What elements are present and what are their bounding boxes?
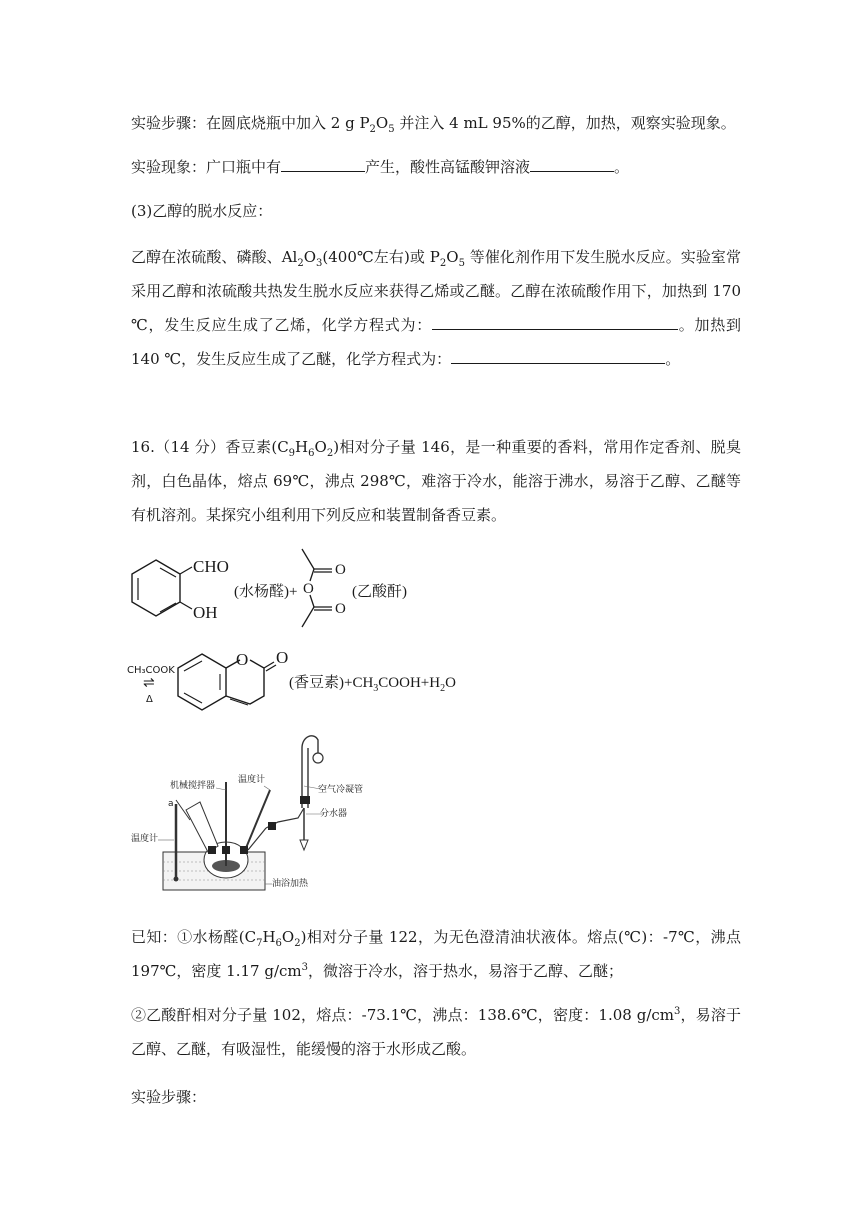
funnel-a-label: a: [168, 799, 174, 809]
text: 16.（14 分）香豆素(C: [131, 438, 289, 456]
text: COOH+H: [378, 675, 441, 691]
text: (香豆素)+CH: [289, 675, 374, 691]
text: O: [281, 928, 295, 946]
subscript: 2: [440, 683, 446, 694]
air-condenser-label: 空气冷凝管: [318, 785, 364, 795]
text: 等催化剂作用下发生脱水反应。实验室常采用乙醇和浓硫酸共热发生脱水反应来获得乙烯或乙醚。乙醇在浓硫酸作用下，加热到 170 ℃，发生反应生成了乙烯，化学方程式为：: [131, 248, 741, 334]
reversible-arrow: ⇌: [143, 676, 155, 691]
anhydride-bridge-o: O: [303, 581, 314, 597]
text: O: [446, 248, 459, 266]
text: H: [295, 438, 309, 456]
cho-label: CHO: [193, 557, 229, 576]
text: O: [375, 114, 389, 132]
subscript: 7: [256, 938, 263, 949]
oil-bath-label: 油浴加热: [272, 879, 309, 889]
experiment-phenomenon-line: [131, 150, 741, 184]
coumarin-structure: [176, 650, 292, 720]
apparatus-diagram: [128, 728, 390, 900]
subscript: 2: [369, 124, 376, 135]
anhydride-carbonyl-o-bottom: O: [335, 601, 346, 617]
known-fact-2: [131, 998, 741, 1066]
stirrer-label: 机械搅拌器: [170, 781, 216, 791]
subscript: 3: [373, 683, 379, 694]
water-separator-label: 分水器: [320, 809, 348, 819]
subscript: 6: [308, 448, 315, 459]
text: 并注入 4 mL 95%的乙醇，加热，观察实验现象。: [394, 114, 736, 132]
text: )相对分子量 146，是一种重要的香料，常用作定香剂、脱臭剂，白色晶体，熔点 69℃，沸点 298℃，难溶于冷水，能溶于沸水，易溶于乙醇、乙醚等有机溶剂。某探究小组利用下列反应和装置制备香豆素。: [131, 438, 741, 524]
text: ，易溶于乙醇、乙醚，有吸湿性，能缓慢的溶于水形成乙酸。: [131, 1006, 741, 1058]
text: 乙醇在浓硫酸、磷酸、Al: [131, 248, 298, 266]
fill-blank[interactable]: [530, 157, 614, 172]
question-16-paragraph: [131, 430, 741, 532]
subscript: 3: [316, 258, 323, 269]
text: (400℃左右)或 P: [322, 248, 440, 266]
text: 实验步骤：在圆底烧瓶中加入 2 g P: [131, 114, 370, 132]
subscript: 9: [288, 448, 296, 459]
text: 已知：①水杨醛(C: [131, 928, 257, 946]
experiment-step-line: [131, 106, 741, 140]
text: O: [303, 248, 317, 266]
salicylaldehyde-caption: (水杨醛)+: [234, 584, 298, 600]
subscript: 5: [388, 124, 395, 135]
superscript: 3: [674, 1006, 681, 1017]
acetic-anhydride-caption: (乙酸酐): [352, 584, 407, 600]
catalyst-label: CH₃COOK: [127, 665, 175, 676]
text: O: [314, 438, 327, 456]
fill-blank[interactable]: [281, 157, 365, 172]
section-heading: (3)乙醇的脱水反应：: [131, 202, 273, 220]
text: 实验现象：广口瓶中有: [131, 158, 282, 176]
known-fact-1: [131, 920, 741, 988]
subscript: 2: [294, 938, 301, 949]
text: ，微溶于冷水，溶于热水，易溶于乙醇、乙醚；: [308, 962, 624, 980]
dehydration-paragraph: [131, 240, 741, 376]
subscript: 2: [439, 258, 447, 269]
subscript: 5: [458, 258, 465, 269]
subscript: 2: [297, 258, 304, 269]
left-thermometer-label: 温度计: [131, 834, 159, 844]
oh-label: OH: [193, 603, 218, 622]
heat-delta: Δ: [146, 694, 153, 705]
text: )相对分子量 122，为无色澄清油状液体。熔点(℃)：-7℃，沸点 197℃，密度 1.17 g/cm: [131, 928, 741, 980]
coumarin-carbonyl-o: O: [276, 648, 289, 667]
experiment-steps-label: 实验步骤：: [131, 1088, 207, 1106]
text: 产生，酸性高锰酸钾溶液: [365, 158, 531, 176]
text: H: [262, 928, 276, 946]
fill-blank[interactable]: [432, 315, 678, 330]
top-thermometer-label: 温度计: [238, 775, 266, 785]
text: 。: [665, 350, 681, 368]
text: 。: [614, 158, 630, 176]
products-line: [289, 673, 456, 693]
coumarin-ring-o: O: [236, 650, 249, 669]
subscript: 2: [326, 448, 334, 459]
subscript: 6: [275, 938, 282, 949]
text: ②乙酸酐相对分子量 102，熔点：-73.1℃，沸点：138.6℃，密度：1.08 g/cm: [131, 1006, 674, 1024]
superscript: 3: [301, 962, 309, 973]
anhydride-carbonyl-o-top: O: [335, 562, 346, 578]
text: 。加热到 140 ℃，发生反应生成了乙醚，化学方程式为：: [131, 316, 741, 368]
fill-blank[interactable]: [451, 349, 665, 364]
text: O: [445, 675, 456, 691]
